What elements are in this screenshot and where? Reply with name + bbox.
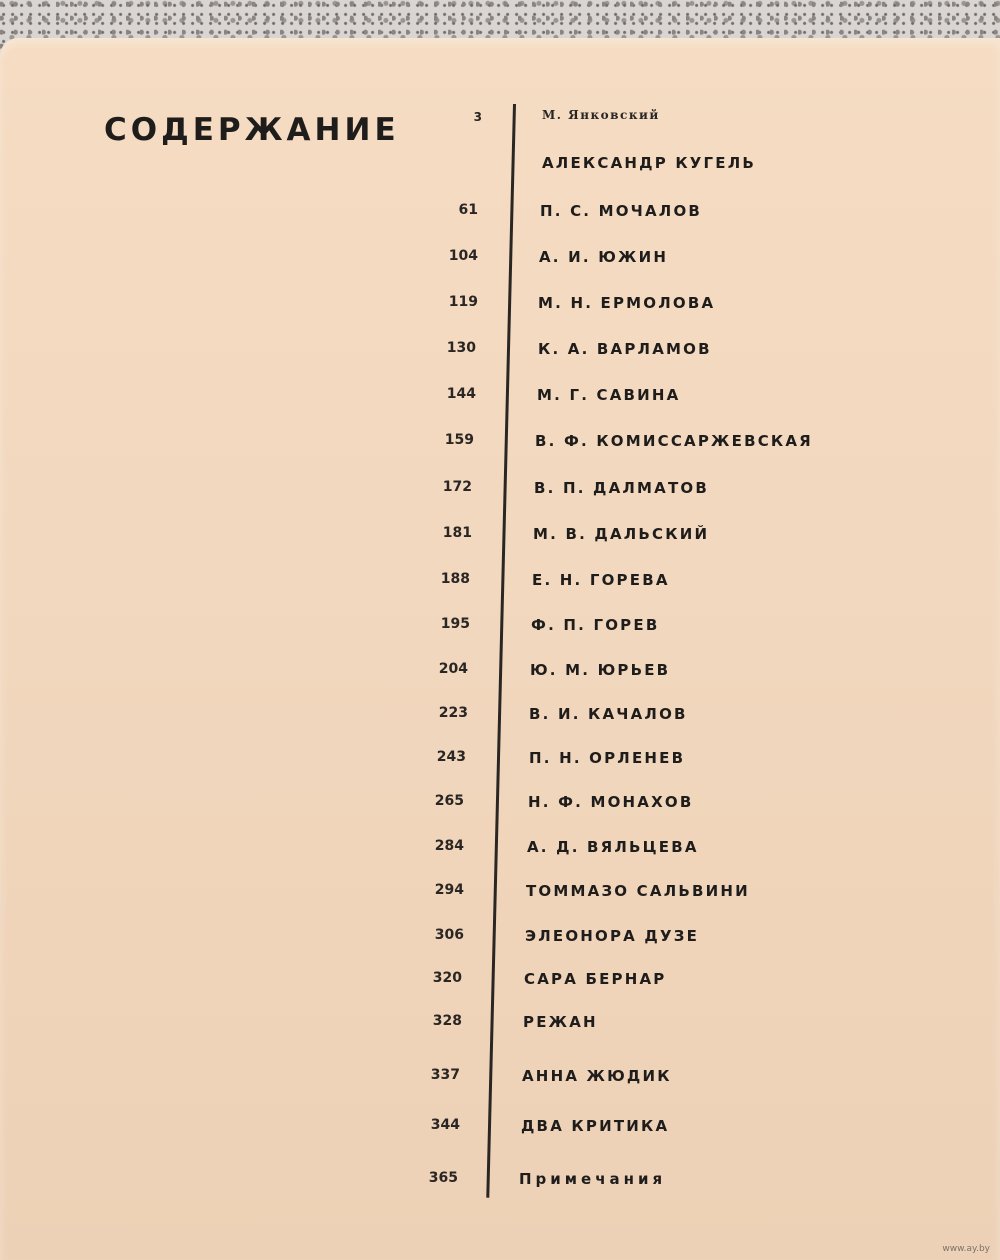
intro-title: АЛЕКСАНДР КУГЕЛЬ <box>542 154 757 172</box>
entry-title: П. С. МОЧАЛОВ <box>540 202 703 220</box>
toc-entry <box>0 571 470 595</box>
toc-entry <box>0 1067 460 1091</box>
entry-title: М. В. ДАЛЬСКИЙ <box>533 525 710 543</box>
toc-entry <box>0 202 478 226</box>
page-number: 328 <box>432 1013 462 1029</box>
toc-entry <box>0 386 476 410</box>
page-number: 294 <box>434 882 464 898</box>
page-number: 119 <box>448 294 478 310</box>
entry-title: В. П. ДАЛМАТОВ <box>534 479 710 497</box>
entry-title: А. Д. ВЯЛЬЦЕВА <box>527 838 699 856</box>
toc-entry <box>0 882 464 906</box>
entry-title: АННА ЖЮДИК <box>522 1067 672 1085</box>
page-number: 344 <box>430 1117 460 1133</box>
toc-entry <box>0 616 470 640</box>
entry-title: К. А. ВАРЛАМОВ <box>538 340 712 358</box>
toc-entry <box>0 525 472 549</box>
page-number: 130 <box>446 340 476 356</box>
toc-entry <box>0 248 478 272</box>
entry-title: Ф. П. ГОРЕВ <box>531 616 660 634</box>
entry-title: П. Н. ОРЛЕНЕВ <box>529 749 686 767</box>
entry-title: ЭЛЕОНОРА ДУЗЕ <box>525 927 700 945</box>
entry-title: РЕЖАН <box>523 1013 598 1031</box>
page-number: 337 <box>430 1067 460 1083</box>
intro-author: М. Янковский <box>542 108 660 122</box>
entry-title: А. И. ЮЖИН <box>539 248 669 266</box>
toc-entry <box>0 479 472 503</box>
toc-entry <box>0 294 478 318</box>
page-number: 181 <box>442 525 472 541</box>
page-number: 204 <box>438 661 468 677</box>
entry-title: В. Ф. КОМИССАРЖЕВСКАЯ <box>535 432 813 450</box>
page-number: 284 <box>434 838 464 854</box>
page-number: 243 <box>436 749 466 765</box>
entry-title: Е. Н. ГОРЕВА <box>532 571 670 589</box>
entry-title: САРА БЕРНАР <box>524 970 667 988</box>
toc-entry <box>0 340 476 364</box>
page-number: 144 <box>446 386 476 402</box>
entry-title: В. И. КАЧАЛОВ <box>529 705 688 723</box>
page-number: 3 <box>473 110 482 124</box>
entry-title: Ю. М. ЮРЬЕВ <box>530 661 671 679</box>
page-number: 61 <box>458 202 478 218</box>
toc-entry <box>0 432 474 456</box>
toc-entry <box>0 793 464 817</box>
entry-title: ТОММАЗО САЛЬВИНИ <box>526 882 750 900</box>
page-number: 195 <box>440 616 470 632</box>
toc-entry <box>0 705 468 729</box>
entry-title: Примечания <box>519 1170 667 1188</box>
entry-title: ДВА КРИТИКА <box>521 1117 670 1135</box>
page-number: 223 <box>438 705 468 721</box>
toc-entry <box>0 1117 460 1141</box>
toc-entry-intro <box>0 110 482 134</box>
entry-title: Н. Ф. МОНАХОВ <box>528 793 694 811</box>
toc-entry <box>0 838 464 862</box>
toc-entry <box>0 661 468 685</box>
page-number: 265 <box>434 793 464 809</box>
entry-title: М. Г. САВИНА <box>537 386 681 404</box>
toc-entry <box>0 749 466 773</box>
contents-heading: СОДЕРЖАНИЕ <box>104 112 400 148</box>
toc-entry <box>0 927 464 951</box>
toc-entry <box>0 1170 458 1194</box>
entry-title: М. Н. ЕРМОЛОВА <box>538 294 716 312</box>
page-number: 365 <box>428 1170 458 1186</box>
page-number: 104 <box>448 248 478 264</box>
page-number: 172 <box>442 479 472 495</box>
page-number: 320 <box>432 970 462 986</box>
toc-entry <box>0 970 462 994</box>
toc-entry <box>0 1013 462 1037</box>
page-number: 188 <box>440 571 470 587</box>
page-number: 306 <box>434 927 464 943</box>
page-number: 159 <box>444 432 474 448</box>
watermark: www.ay.by <box>942 1244 990 1254</box>
